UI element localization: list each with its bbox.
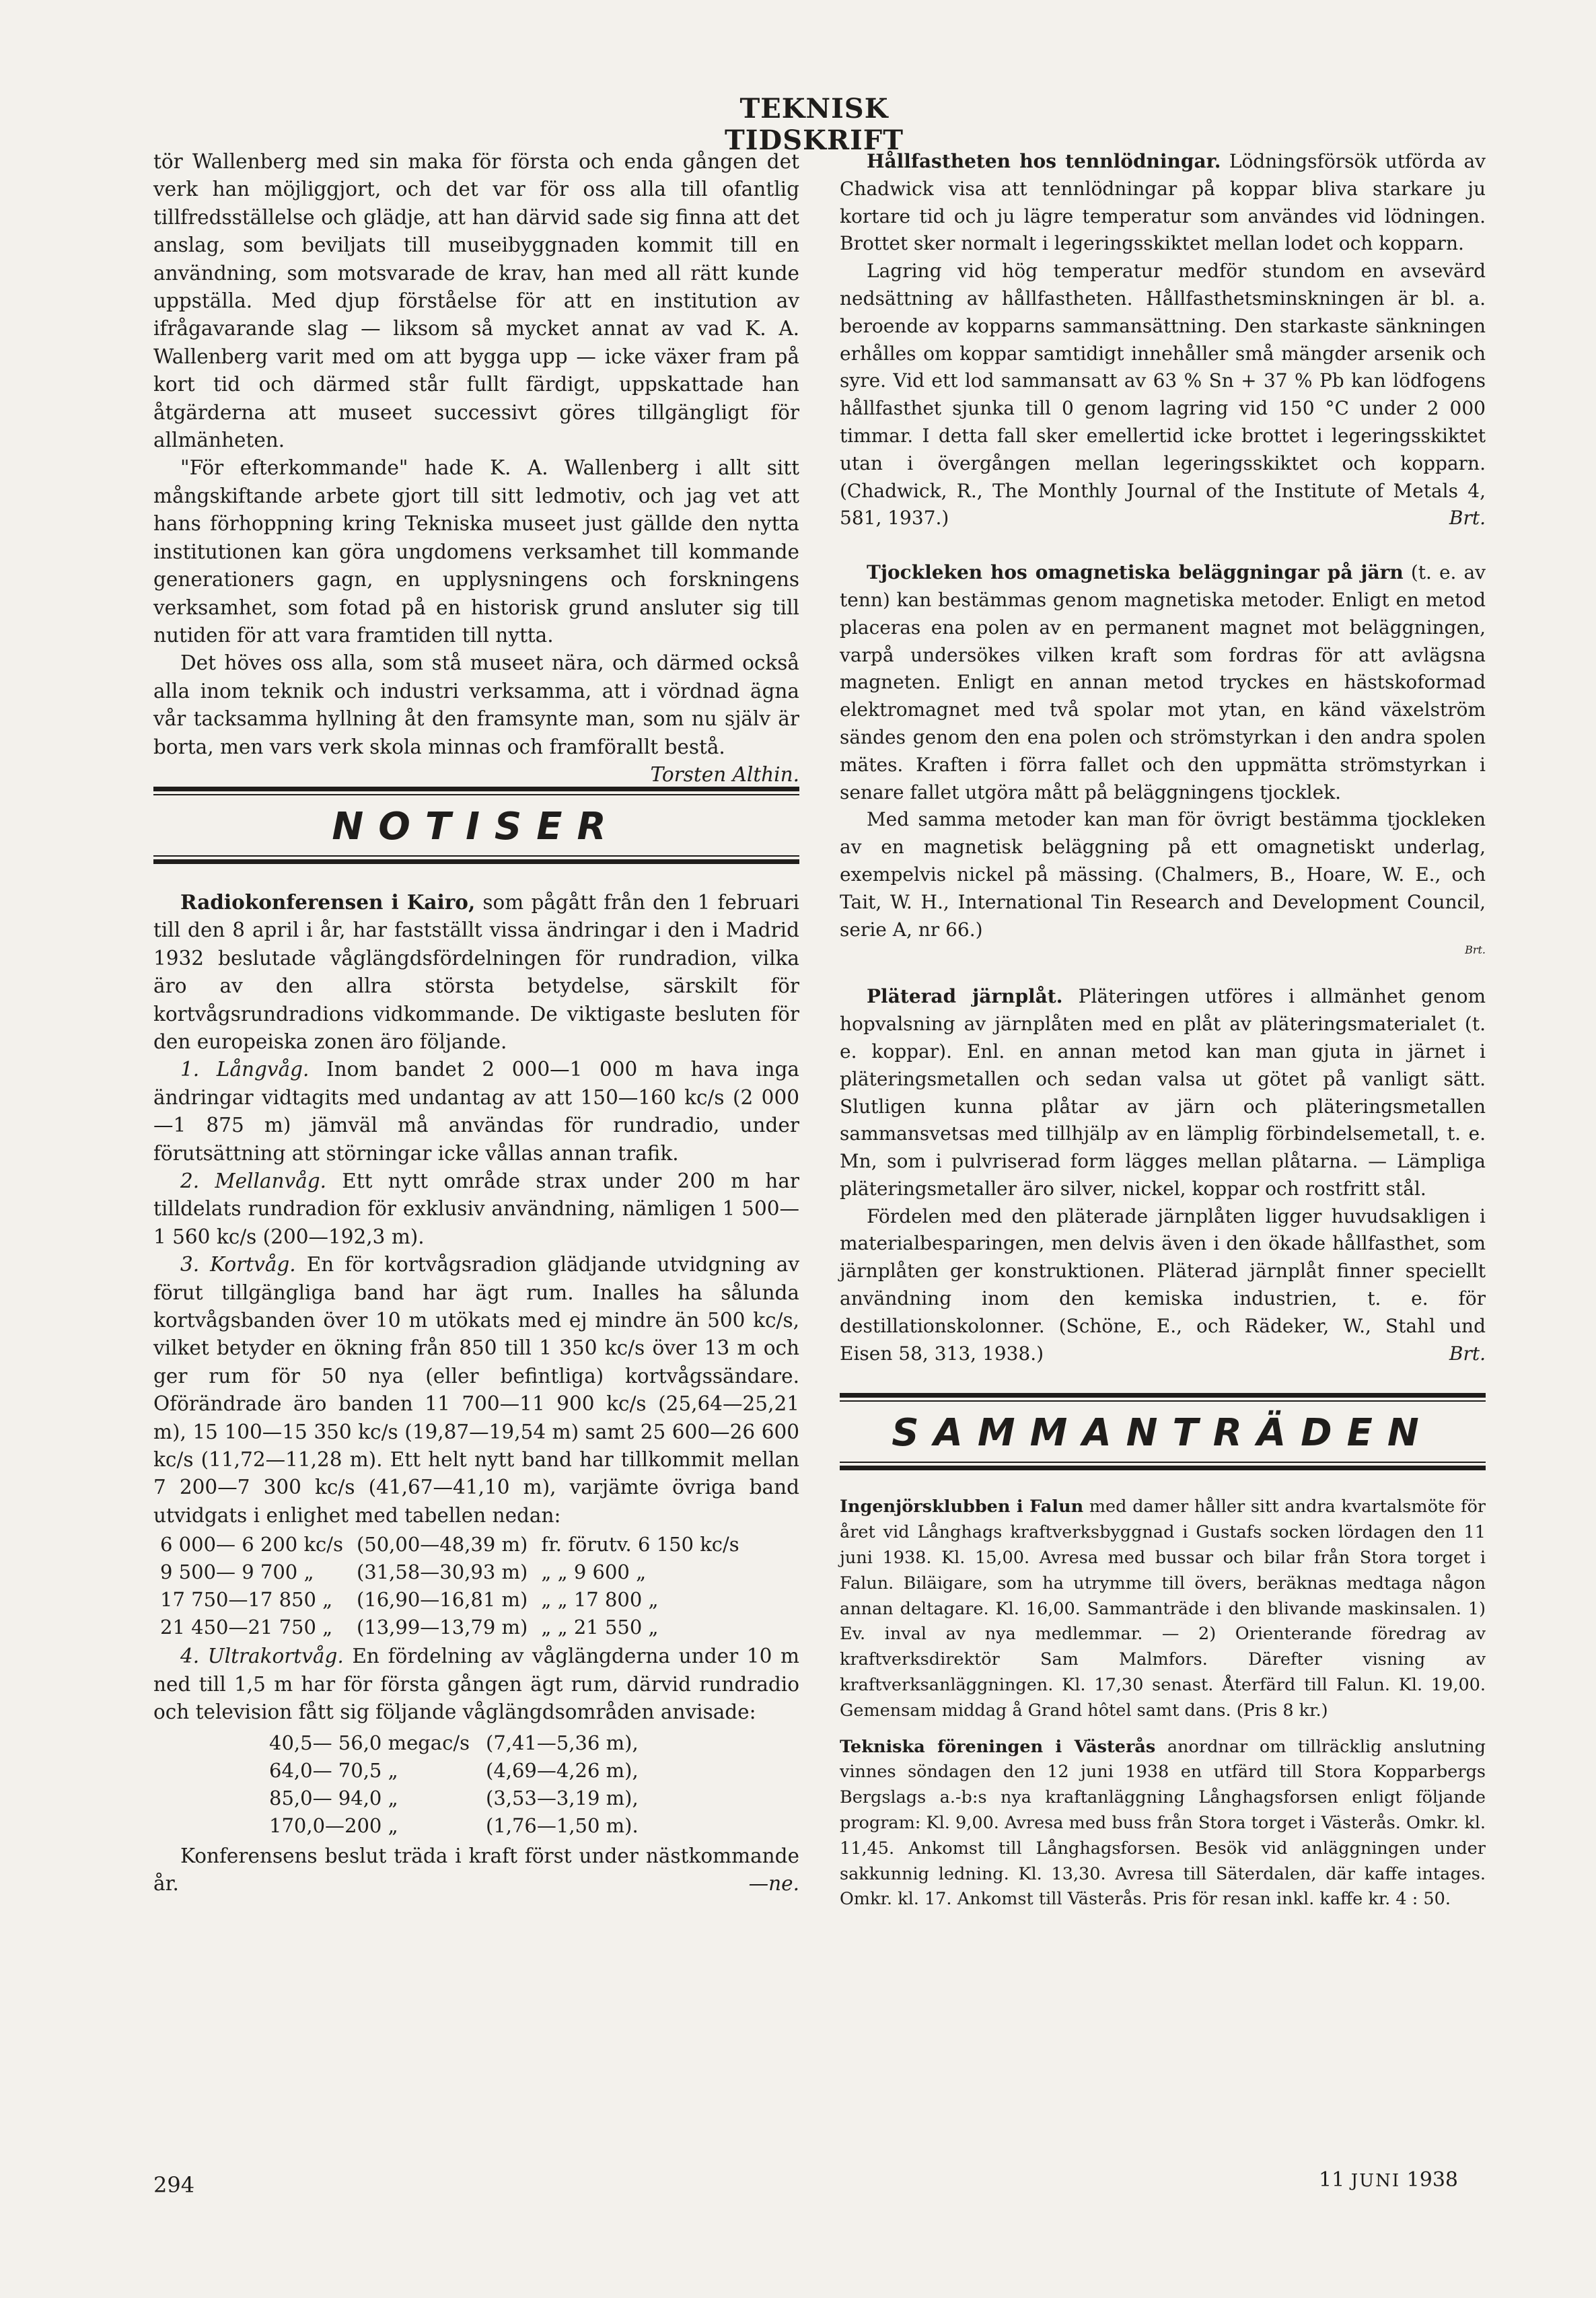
table-cell: „ „ 21 550 „ — [541, 1616, 659, 1639]
ultrakortvag-label: 4. Ultrakortvåg. — [180, 1645, 344, 1668]
issue-year: 1938 — [1406, 2168, 1458, 2192]
table-cell: (13,99—13,79 m) — [356, 1616, 528, 1639]
table-cell: 85,0— 94,0 „ — [269, 1786, 398, 1809]
radio-kortvag — [153, 1251, 799, 1530]
table-row — [153, 1586, 746, 1614]
banner-rule-bottom — [840, 1466, 1486, 1470]
intro-paragraph-2: "För efterkommande" hade K. A. Wallenberg i allt sitt mångskiftande arbete gjort till sitt ledmotiv, och jag vet att hans förhoppning kring Tekniska museet just gällde den nytta institutionen kan göra ungdomens verksamhet till kommande generationers gagn, en upplysningens och forskningens verksamhet, som fotad på en historisk grund ansluter sig till nutiden för att vara framtiden till nytta. — [153, 456, 799, 647]
banner-rule-bottom-thin — [840, 1462, 1486, 1463]
table-cell: 64,0— 70,5 „ — [269, 1758, 398, 1782]
table-cell: 17 750—17 850 „ — [160, 1588, 333, 1612]
megacycle-table — [261, 1729, 647, 1840]
vasteras-heading: Tekniska föreningen i Västerås — [840, 1736, 1156, 1757]
table-cell: „ „ 17 800 „ — [541, 1588, 659, 1612]
radio-mellanvag — [153, 1168, 799, 1251]
table-cell: (3,53—3,19 m), — [486, 1786, 639, 1809]
hallfasthet-text-2: Lagring vid hög temperatur medför stundom en avsevärd nedsättning av hållfastheten. Hållfasthetsminskningen är bl. a. beroende av kopparns sammansättning. Den starkaste sänkningen erhålles om koppar samtidigt innehåller små mängder arsenik och syre. Vid ett lod sammansatt av 63 % Sn + 37 % Pb kan lödfogens hållfasthet sjunka till 0 genom lagring vid 150 °C under 2 000 timmar. I detta fall sker emellertid icke brottet i legeringsskiktet utan i övergången mellan legeringsskiktet och kopparn. (Chadwick, R., The Monthly Journal of the Institute of Metals 4, 581, 1937.) — [840, 260, 1486, 530]
table-cell: 6 000— 6 200 kc/s — [160, 1533, 343, 1556]
tjocklek-paragraph — [840, 559, 1486, 806]
radio-signature: —ne. — [748, 1871, 799, 1895]
kortvag-label: 3. Kortvåg. — [180, 1253, 296, 1277]
table-row — [153, 1558, 746, 1586]
table-cell: fr. förutv. 6 150 kc/s — [541, 1533, 739, 1556]
falun-text: med damer håller sitt andra kvartalsmöte för året vid Långhags kraftverksbyggnad i Gustafs socken lördagen den 11 juni 1938. Kl. 15,00. Avresa med bussar och bilar från Stora torget i Falun. Biläigare, som ha utrymme till övers, beräknas medtaga någon annan deltagare. Kl. 16,00. Sammanträde i den blivande maskinsalen. 1) Ev. inval av nya medlemmar. — 2) Orienterande föredrag av kraftverksdirektör Sam Malmfors. Därefter visning av kraftverksanläggningen. Kl. 17,30 senast. Återfärd till Falun. Kl. 19,00. Gemensam middag å Grand hôtel samt dans. (Pris 8 kr.) — [840, 1497, 1486, 1721]
table-cell: (7,41—5,36 m), — [486, 1731, 639, 1754]
table-cell: 9 500— 9 700 „ — [160, 1560, 314, 1584]
left-column — [153, 148, 799, 1898]
radio-ultrakortvag — [153, 1643, 799, 1726]
table-row — [153, 1531, 746, 1558]
page-number: 294 — [153, 2172, 195, 2198]
tjocklek-heading: Tjockleken hos omagnetiska beläggningar på järn — [867, 561, 1404, 584]
radio-langvag — [153, 1056, 799, 1168]
platerad-text-2: Fördelen med den pläterade järnplåten ligger huvudsakligen i materialbesparingen, men delvis även i den ökade hållfasthet, som järnplåten ger konstruktionen. Pläterad järnplåt finner speciellt användning inom den kemiska industrien, t. e. för destillationskolonner. (Schöne, E., och Rädeker, W., Stahl und Eisen 58, 313, 1938.) — [840, 1205, 1486, 1365]
table-row — [261, 1812, 647, 1840]
hallfasthet-signature: Brt. — [1449, 507, 1486, 530]
intro-paragraph-1: tör Wallenberg med sin maka för första och enda gången det verk han möjliggjort, och det var för oss alla till ofantlig tillfredsställelse och glädje, att han därvid sade sig finna att det anslag, som beviljats till museibyggnaden kommit till en användning, som motsvarade de krav, han med all rätt kunde uppställa. Med djup förståelse för att en institution av ifrågavarande slag — liksom så mycket annat av vad K. A. Wallenberg varit med om att bygga upp — icke växer fram på kort tid och därmed står fullt färdigt, uppskattade han åtgärderna att museet successivt göres tillgängligt för allmänheten. — [153, 150, 799, 452]
intro-paragraph-3-text: Det höves oss alla, som stå museet nära, och därmed också alla inom teknik och industri verksamma, att i vördnad ägna vår tacksamma hyllning åt den framsynte man, som nu själv är borta, men vars verk skola minnas och framförallt bestå. — [153, 651, 799, 758]
issue-date — [1319, 2168, 1458, 2192]
masthead-title: TEKNISK TIDSKRIFT — [725, 93, 904, 156]
table-cell: (16,90—16,81 m) — [356, 1588, 528, 1612]
table-cell: (31,58—30,93 m) — [356, 1560, 528, 1584]
table-cell: „ „ 9 600 „ — [541, 1560, 647, 1584]
notiser-title: NOTISER — [332, 804, 621, 849]
radio-intro-text: som pågått från den 1 februari till den 8 april i år, har fastställt vissa ändringar i den i Madrid 1932 beslutade våglängdsfördelningen för rundradion, vilka äro av den allra största betydelse, särskilt för kortvågsrundradions vidkommande. De viktigaste besluten för den europeiska zonen äro följande. — [153, 890, 799, 1053]
table-row — [261, 1757, 647, 1785]
mellanvag-label: 2. Mellanvåg. — [180, 1170, 327, 1192]
platerad-heading: Pläterad järnplåt. — [867, 985, 1063, 1008]
table-cell: (1,76—1,50 m). — [486, 1814, 639, 1837]
banner-rule-bottom — [153, 859, 799, 864]
table-row — [153, 1614, 746, 1641]
langvag-text: Inom bandet 2 000—1 000 m hava inga ändringar vidtagits med undantag av att 150—160 kc/s (2 000—1 875 m) jämväl må användas för rundradio, under förutsättning att störningar icke vållas annan trafik. — [153, 1058, 799, 1165]
hallfasthet-text: Lödningsförsök utförda av Chadwick visa att tennlödningar på koppar bliva starkare ju kortare tid och ju lägre temperatur som användes vid lödningen. Brottet sker normalt i legeringsskiktet mellan lodet och kopparn. — [840, 150, 1486, 255]
intro-signature: Torsten Althin. — [650, 762, 799, 786]
radio-heading: Radiokonferensen i Kairo, — [180, 890, 476, 914]
vasteras-notice — [840, 1735, 1486, 1913]
mellanvag-text: Ett nytt område strax under 200 m har tilldelats rundradion för exklusiv användning, nämligen 1 500—1 560 kc/s (200—192,3 m). — [153, 1170, 799, 1248]
issue-day: 11 — [1319, 2168, 1345, 2192]
hallfasthet-heading: Hållfastheten hos tennlödningar. — [867, 150, 1221, 172]
platerad-text: Pläteringen utföres i allmänhet genom hopvalsning av järnplåten med en plåt av pläteringsmaterialet (t. e. koppar). Enl. en annan metod kan man gjuta in järnet i pläteringsmetallen och sedan valsa ut götet på vanligt sätt. Slutligen kunna plåtar av järn och pläteringsmetallen sammansvetsas med tillhjälp av en lämplig förbindelsemetall, t. e. Mn, som i pulvriserad form lägges mellan plåtarna. — Lämpliga pläteringsmetaller äro silver, nickel, koppar och rostfritt stål. — [840, 985, 1486, 1200]
hallfasthet-paragraph-2 — [840, 258, 1486, 532]
radio-closing — [153, 1842, 799, 1898]
kortvag-text: En för kortvågsradion glädjande utvidgning av förut tillgängliga band har ägt rum. Inalles ha sålunda kortvågsbanden över 10 m utökats med ej mindre än 500 kc/s, vilket betyder en ökning från 850 till 1 350 kc/s över 13 m och ger rum för 50 nya (eller befintliga) kortvågssändare. Oförändrade äro banden 11 700—11 900 kc/s (25,64—25,21 m), 15 100—15 350 kc/s (19,87—19,54 m) samt 25 600—26 600 kc/s (11,72—11,28 m). Ett helt nytt band har tillkommit mellan 7 200—7 300 kc/s (41,67—41,10 m), varjämte övriga band utvidgats i enlighet med tabellen nedan: — [153, 1253, 799, 1527]
vasteras-text: anordnar om tillräcklig anslutning vinnes söndagen den 12 juni 1938 en utfärd till Stora Kopparbergs Bergslags a.-b:s nya kraftanläggning Långhagsforsen enligt följande program: Kl. 9,00. Avresa med buss från Stora torget i Västerås. Omkr. kl. 11,45. Ankomst till Långhagsforsen. Besök vid anläggningen under sakkunnig ledning. Kl. 13,30. Avresa till Säterdalen, där kaffe intages. Omkr. kl. 17. Ankomst till Västerås. Pris för resan inkl. kaffe kr. 4 : 50. — [840, 1736, 1486, 1910]
platerad-paragraph — [840, 983, 1486, 1202]
table-cell: 40,5— 56,0 megac/s — [269, 1731, 470, 1754]
banner-rule-bottom-thin — [153, 855, 799, 857]
sammantraden-title: SAMMANTRÄDEN — [892, 1411, 1434, 1456]
right-column — [840, 148, 1486, 1912]
intro-paragraph-3 — [153, 649, 799, 786]
falun-heading: Ingenjörsklubben i Falun — [840, 1497, 1084, 1517]
platerad-signature: Brt. — [1449, 1342, 1486, 1365]
radio-intro — [153, 888, 799, 1056]
platerad-paragraph-2 — [840, 1203, 1486, 1368]
ultrakortvag-text: En fördelning av våglängderna under 10 m ned till 1,5 m har för första gången ägt rum, därvid rundradio och television fått sig följande våglängdsområden anvisade: — [153, 1645, 799, 1724]
hallfasthet-paragraph — [840, 148, 1486, 258]
tjocklek-paragraph-2: Med samma metoder kan man för övrigt bestämma tjockleken av en magnetisk beläggning på ett omagnetiskt underlag, exempelvis nickel på mässing. (Chalmers, B., Hoare, W. E., och Tait, W. H., International Tin Research and Development Council, serie A, nr 66.) — [840, 808, 1486, 941]
issue-month: JUNI — [1350, 2171, 1401, 2191]
table-row — [261, 1785, 647, 1812]
table-cell: (50,00—48,39 m) — [356, 1533, 528, 1556]
table-cell: (4,69—4,26 m), — [486, 1758, 639, 1782]
tjocklek-text: (t. e. av tenn) kan bestämmas genom magnetiska metoder. Enligt en metod placeras ena polen av en permanent magnet mot beläggningen, varpå undersökes vilken kraft som fordras för att avlägsna magneten. Enligt en annan metod tryckes en hästskoformad elektromagnet med två spolar mot ytan, en känd växelström sändes genom den ena polen och strömstyrkan i den andra spolen mätes. Kraften i förra fallet och den uppmätta strömstyrkan i senare fallet utgöra mått på beläggningens tjocklek. — [840, 561, 1486, 803]
table-row — [261, 1729, 647, 1757]
frequency-table — [153, 1531, 746, 1641]
table-cell: 21 450—21 750 „ — [160, 1616, 333, 1639]
radio-closing-text: Konferensens beslut träda i kraft först under nästkommande år. — [153, 1844, 799, 1895]
falun-notice — [840, 1495, 1486, 1723]
tjocklek-signature: Brt. — [1465, 943, 1486, 957]
sammantraden-banner — [840, 1393, 1486, 1470]
banner-rule-top — [840, 1393, 1486, 1398]
langvag-label: 1. Långvåg. — [180, 1058, 310, 1081]
table-cell: 170,0—200 „ — [269, 1814, 398, 1837]
notiser-banner — [153, 787, 799, 864]
